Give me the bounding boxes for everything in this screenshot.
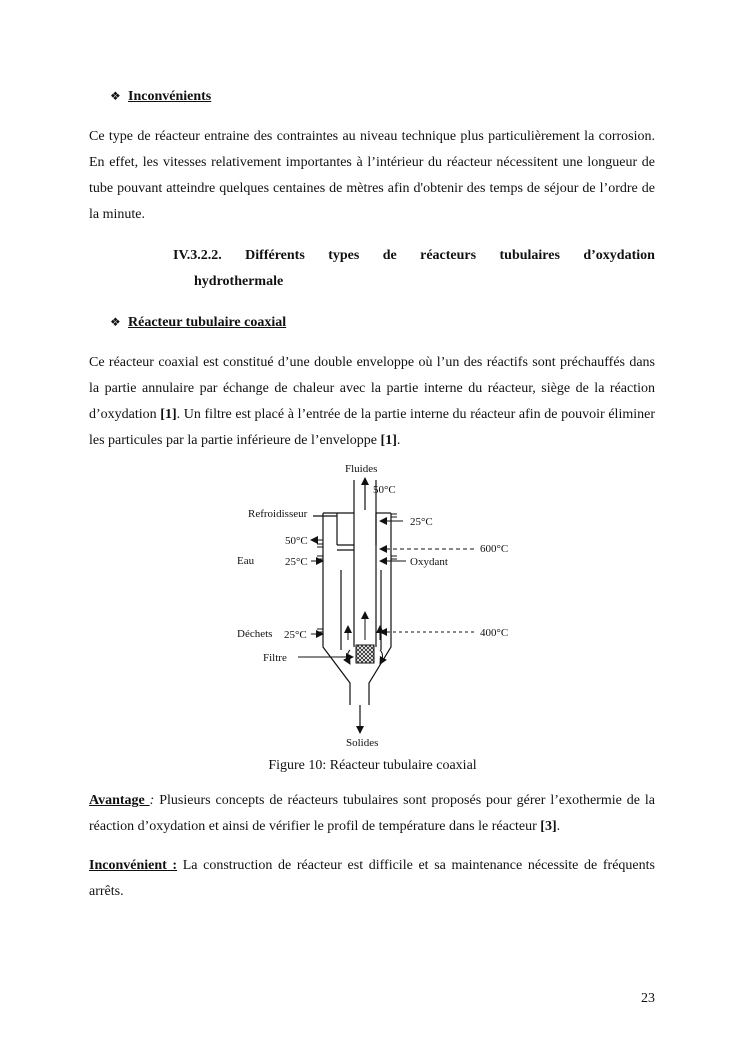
paragraph-text: . [396, 433, 401, 448]
subsection-word: d’oxydation [583, 248, 655, 263]
paragraph-inconvenients: Ce type de réacteur entraine des contraintes au niveau technique plus particulièrement la corrosion. En effet, les vitesses relativement importantes à l’intérieur du réacteur nécessitent une longueur de tube pouvant atteindre quelques centaines de mètres afin d'obtenir des temps de séjour de l’ordre de la minute. [89, 129, 655, 222]
subsection-word: tubulaires [499, 248, 560, 263]
paragraph-text: . Un filtre est placé à l’entrée de la partie interne du réacteur afin de pouvoir éliminer les particules par la partie inférieure de l’enveloppe [89, 407, 655, 448]
avantage-text: Plusieurs concepts de réacteurs tubulaires sont proposés pour gérer l’exothermie de la réaction d’oxydation et ainsi de vérifier le profil de température dans le réacteur [89, 793, 655, 834]
subsection-word: réacteurs [420, 248, 477, 263]
subsection-line2: hydrothermale [194, 274, 284, 289]
label-temp-600: 600°C [480, 543, 509, 555]
inconvenient-text: La construction de réacteur est difficile et sa maintenance nécessite de fréquents arrêts. [89, 858, 655, 899]
paragraph-inconvenient [89, 853, 655, 905]
label-fluides: Fluides [345, 463, 378, 475]
label-dechets: Déchets [237, 628, 273, 640]
label-temp-dechets: 25°C [284, 629, 307, 641]
subsection-word: types [328, 248, 360, 263]
label-temp-cool-out: 50°C [285, 535, 308, 547]
subsection-word: de [382, 248, 397, 263]
figure-caption: Figure 10: Réacteur tubulaire coaxial [268, 758, 477, 773]
page-number: 23 [641, 991, 655, 1006]
label-filtre: Filtre [263, 652, 287, 664]
avantage-colon: : [149, 793, 155, 808]
paragraph-text: Ce réacteur coaxial est constitué d’une double enveloppe où l’un des réactifs sont préchauffés dans la partie annulaire par échange de chaleur avec la partie interne du réacteur, siège de la réaction d’oxydation [89, 355, 655, 422]
inner-tube [341, 480, 381, 650]
heading-text: Réacteur tubulaire coaxial [128, 315, 287, 330]
diamond-bullet-icon: ❖ [110, 315, 121, 329]
filter-element [356, 645, 374, 663]
reference: [1] [380, 433, 397, 448]
heading-text: Inconvénients [128, 89, 212, 104]
label-eau: Eau [237, 555, 255, 567]
inconvenient-label: Inconvénient : [89, 858, 178, 873]
subsection-number: IV.3.2.2. [173, 248, 222, 263]
reference: [3] [540, 819, 557, 834]
label-temp-400: 400°C [480, 627, 509, 639]
avantage-label: Avantage [89, 793, 150, 808]
diamond-bullet-icon: ❖ [110, 89, 121, 103]
cooler-jacket [337, 513, 376, 550]
label-temp-cool-in: 25°C [410, 516, 433, 528]
subsection-word: Différents [245, 248, 305, 263]
label-oxydant: Oxydant [410, 556, 448, 568]
label-temp-eau: 25°C [285, 556, 308, 568]
label-solides: Solides [346, 737, 379, 749]
reference: [1] [160, 407, 177, 422]
avantage-text-end: . [556, 819, 561, 834]
label-refroidisseur: Refroidisseur [248, 508, 308, 520]
label-temp-top: 50°C [373, 484, 396, 496]
paragraph-avantage [89, 788, 655, 840]
